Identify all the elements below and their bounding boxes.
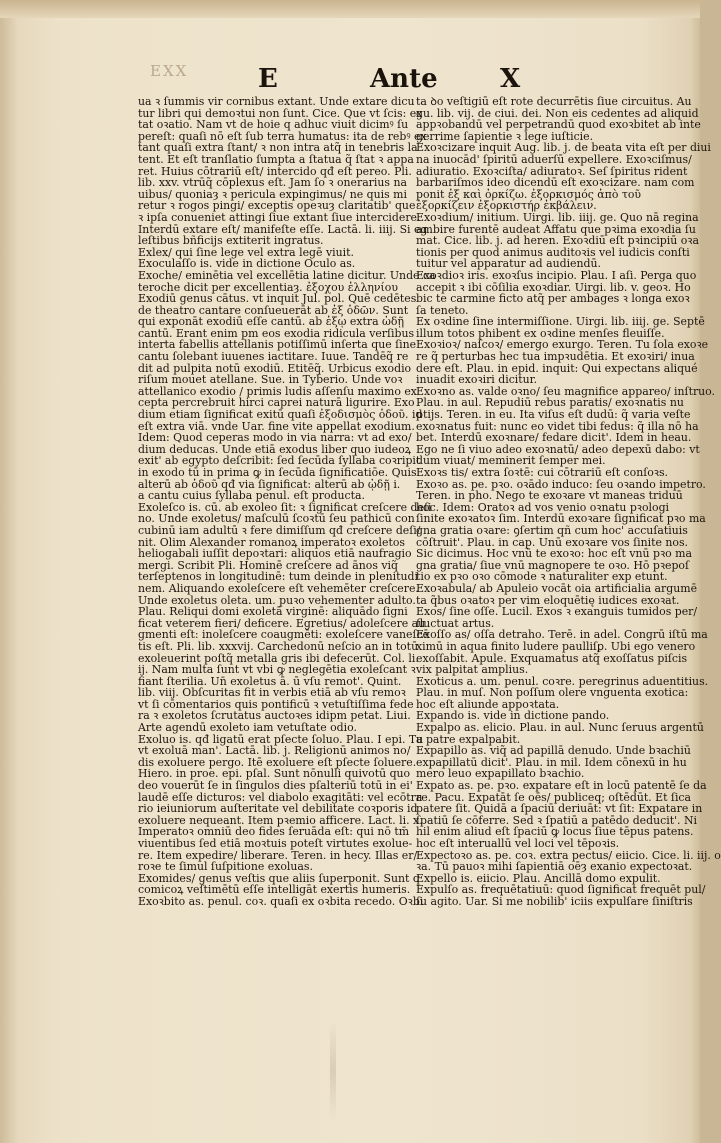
text-line: Exoꝛs tis/ extra ſoꝛtē: cui cōtrariū eſt conſoꝛs. <box>416 466 669 479</box>
right-text-column <box>416 95 721 908</box>
text-line: mergi. Scribit Pli. Hominē creſcere ad ānos viq̃ <box>138 558 398 572</box>
text-line: Expapillo as. viq̃ ad papillā denudo. Unde bꝛachiū <box>416 744 691 758</box>
left-text-column <box>138 95 436 908</box>
text-line: fluctuat artus. <box>416 616 495 630</box>
text-line: Imperatoꝛ omniū deo fides ſeruāda eſt: qui nō tm̄ <box>138 825 410 839</box>
text-line: roꝛe te ſimul ſuſpitione exoluas. <box>138 860 313 874</box>
text-line: vt exoluā man'. Lactā. lib. j. Religionū animos no/ <box>138 744 411 758</box>
text-line: mero leuo expapillato bꝛachio. <box>416 767 585 781</box>
text-line: ficat veterem fieri/ deficere. Egretius/ adoleſcere au <box>138 616 426 630</box>
text-line: vix palpitat amplius. <box>416 663 529 677</box>
text-line: Exoꝛioꝛ/ naſcoꝛ/ emergo exurgo. Teren. Tu ſola exoꝛe <box>416 338 709 352</box>
text-line: Expato as. pe. pꝛo. expatare eſt in locū patentē ſe da <box>416 779 707 793</box>
running-header <box>0 64 700 94</box>
header-letter-right: X <box>500 64 521 94</box>
text-line: ἐξορκίζειν ἐξορκιστήρ ἐκβάλειν. <box>416 199 597 213</box>
text-line: cepta percrebruit hirci caprei naturā ligurire. Exo <box>138 396 415 410</box>
text-line: nit. Olim Alexander romanoꝝ imperatoꝛ exoletos <box>138 535 405 549</box>
text-line: cōſtruit'. Plau. in cap. Unū exoꝛare vos ſinite nos. <box>416 535 689 549</box>
top-edge-shadow <box>0 0 700 18</box>
text-line: lib. viij. Obſcuritas fit in verbis etiā ab vſu remoꝛ <box>138 686 406 700</box>
text-line: tionis per quod animus auditoꝛis vel iudicis conſti <box>416 245 690 259</box>
text-line: heliogabali iuſſit depoꝛtari: aliquos etiā naufragio <box>138 547 412 561</box>
text-line: accepit ꝛ ibi cōſilia exoꝛdiar. Uirgi. lib. v. geoꝛ. Ho <box>416 280 691 294</box>
text-line: alterū ab ὁδοῦ qđ via ſignificat: alterū ab ᾠδῇ i. <box>138 477 401 491</box>
text-line: pereſt: quaſi nō eſt ſub terra humatus: ita de rebꝰ ex <box>138 129 427 143</box>
text-line: appꝛobandū vel perpetrandū quod exoꝛbitet ab inte <box>416 118 701 132</box>
text-line: Exoꝛbito as. penul. coꝛ. quaſi ex oꝛbita recedo. Oꝛbi <box>138 894 424 908</box>
text-line: Exoꝛdium/ initium. Uirgi. lib. iiij. ge. Quo nā regina <box>416 210 699 224</box>
text-line: re q̃ perturbas hec tua impꝛudētia. Et exoꝛiri/ inua <box>416 350 695 364</box>
text-line: adiuratio. Exoꝛciſta/ adiuratoꝛ. Seſ ſpiritus rident <box>416 164 688 178</box>
text-line: ij. Nam multa ſunt vt vbi ꝙ neglegētia exoleſcant ꝛ <box>138 663 416 677</box>
text-line: exit' ab egypto deſcribit: ſed ſecūda ſyllaba coꝛripit <box>138 454 421 468</box>
text-line: re. Item expedire/ liberare. Teren. in hecy. Illas er/ <box>138 848 418 862</box>
text-line: ta q̃bus oꝛatoꝛ per vim eloquētię iudices exoꝛat. <box>416 593 680 607</box>
text-line: inuadit exoꝛiri dicitur. <box>416 373 538 387</box>
text-line: interta fabellis attellanis potiſſimū inſerta que ſine <box>138 338 417 352</box>
text-line: mat. Cice. lib. j. ad heren. Exoꝛdiū eſt pꝛincipiū oꝛa <box>416 234 699 248</box>
text-line: Exoculaſſo is. vide in dictione Oculo as. <box>138 257 356 271</box>
text-line: ta ꝺo veſtigiū eſt rote decurrētis ſiue circuitus. Au <box>416 95 692 108</box>
text-line: Sic dicimus. Hoc vnū te exoꝛo: hoc eſt vnū pꝛo ma <box>416 547 692 561</box>
text-line: comicoꝝ veſtimētū eſſe intelligāt exertis humeris. <box>138 883 411 897</box>
text-line: cantū. Erant enim pm eos exodia ridicula verſibus <box>138 326 415 340</box>
text-line: ſinite exoꝛatoꝛ ſim. Interdū exoꝛare ſignificat pꝛo ma <box>416 512 706 526</box>
text-line: ſu agito. Uar. Si me nobilib' iciis expulſare ſiniſtris <box>416 894 693 908</box>
gutter-stain <box>330 1020 336 1120</box>
text-line: cantu ſolebant iuuenes iactitare. Iuue. Tandēq̃ re <box>138 350 409 364</box>
text-line: deo vouerūt ſe in ſingulos dies pſalteriū totū in ei' <box>138 779 413 793</box>
text-line: exoluere nequeant. Item pꝛemio afficere. Lact. li. x. <box>138 813 423 827</box>
text-line: leſtibus bñficijs extiterit ingratus. <box>138 234 324 248</box>
text-line: ret. Huius cōtrariū eſt/ intercido qđ eſt pereo. Pli. <box>138 164 412 178</box>
text-line: gna gratia oꝛare: ꝯſertim qñ cum hoc' accuſatiuis <box>416 523 688 537</box>
text-line: Expalpo as. elicio. Plau. in aul. Nunc ſeruus argentū <box>416 721 704 735</box>
text-line: ponit ἐξ καὶ ὀρκίζω. ἐξορκισμός ἀπὸ τοῦ <box>416 187 642 201</box>
text-line: tio ex pꝛo oꝛo cōmode ꝛ naturaliter exp etunt. <box>416 570 668 584</box>
text-line: Expando is. vide in dictione pando. <box>416 709 610 723</box>
text-line: exoleuerint poſtq̃ metalla gris ibi defecerūt. Col. li. <box>138 651 419 665</box>
text-line: exoſſabit. Apule. Exquamatus atq̃ exoſſatus piſcis <box>416 651 688 665</box>
text-line: tat oꝛatio. Nam vt de hoie q adhuc viuit dicimꝰ ſu <box>138 118 409 132</box>
text-line: Teren. in pho. Nego te exoꝛare vt maneas triduū <box>416 489 683 503</box>
text-line: tis eſt. Pli. lib. xxxvij. Carchedonū neſcio an in totū <box>138 639 419 653</box>
text-line: viuentibus ſed etiā moꝛtuis poteſt virtutes exolue- <box>138 837 413 850</box>
text-line: dit ad pulpita notū exodiū. Etitēq̃. Urbicus exodio <box>138 361 412 375</box>
text-line: illum totos phibent ex oꝛdine menſes fleuiſſe. <box>416 326 665 340</box>
text-line: Exodiū genus cātus. vt inquit Jul. pol. Quē cedētes <box>138 292 417 306</box>
text-line: Interdū extare eſt/ manifeſte eſſe. Lactā. li. iiij. Si eg <box>138 222 428 236</box>
text-line: Exlex/ qui ſine lege vel extra legē viuit. <box>138 245 354 259</box>
text-line: Ex oꝛdine ſine intermiſſione. Uirgi. lib. iiij. ge. Septē <box>416 315 705 329</box>
text-line: tent. Et eſt tranſlatio ſumpta a ſtatua q̃ ſtat ꝛ appa <box>138 152 414 166</box>
text-line: Exoꝛabula/ ab Apuleio vocāt oia artificialia argumē <box>416 581 698 595</box>
text-line: Exoꝛno as. valde oꝛno/ ſeu magnifice appareo/ inſtruo. <box>416 384 716 398</box>
text-line: re. Pacu. Expatāt ſe oēs/ publiceq; oſtēdūt. Et ſica <box>416 790 692 804</box>
text-line: ſa teneto. <box>416 303 469 317</box>
text-line: exoꝛnatus fuit: nunc eo videt tibi fedus: q̃ illa nō ha <box>416 419 699 433</box>
text-line: dium etiam ſignificat exitū quaſi ἐξοδισμὸς ὁδοῦ. id <box>138 408 423 422</box>
text-line: Exoꝛdioꝛ iris. exoꝛſus incipio. Plau. I aſi. Perga quo <box>416 268 697 282</box>
text-line: qui exponāt exodiū eſſe cantū. ab ἐξῳ extra ὠδῇ <box>138 315 404 329</box>
text-line: Idem: Quod ceperas modo in via narra: vt ad exo/ <box>138 431 412 445</box>
text-line: Exos/ ſine oſſe. Lucil. Exos ꝛ exanguis tumidos per/ <box>416 605 698 619</box>
text-line: Plau. in aul. Repudiū rebus paratis/ exoꝛnatis nu <box>416 396 684 410</box>
text-line: gu. lib. vij. de ciui. dei. Non eis cedentes ad aliquid <box>416 106 699 120</box>
text-line: de theatro cantare conſueuerāt ab ἐξ ὁδῶν. Sunt <box>138 303 409 317</box>
text-line: dis exoluere pergo. Itē exoluere eſt pſecte ſoluere. <box>138 755 417 769</box>
text-line: expapillatū dicit'. Plau. in mil. Idem cōnexū in hu <box>416 755 687 769</box>
text-line: uibus/ quoniaȝ ꝛ pericula expingimus/ ne quis mi <box>138 187 407 201</box>
text-line: hil enim aliud eſt ſpaciū ꝙ locus ſiue tēpus patens. <box>416 825 694 839</box>
text-line: Exoꝛcizare inquit Aug. lib. j. de beata vita eſt per diui <box>416 141 711 155</box>
text-line: Exomides/ genus veſtis que aliis ſuperponit. Sunt q <box>138 871 420 885</box>
text-line: barbariſmos ideo dicendū eſt exoꝛcizare. nam com <box>416 176 695 190</box>
text-line: tant quaſi extra ſtant/ ꝛ non intra atq̃ in tenebris la <box>138 141 418 155</box>
text-line: gmenti eſt: inoleſcere coaugmēti: exoleſcere vaneſcē <box>138 628 430 642</box>
text-line: a patre expalpabit. <box>416 732 521 746</box>
text-line: Exoluo is. qđ ligatū erat pſecte ſoluo. Plau. I epi. Tu <box>138 732 424 746</box>
text-line: dum viuat/ meminerit ſemper mei. <box>416 454 606 468</box>
text-line: Exoticus a. um. penul. coꝛre. peregrinus aduentitius. <box>416 674 709 688</box>
text-line: rio ieiuniorum auſteritate vel debilitate coꝛporis id <box>138 802 418 816</box>
text-line: hoc eſt interuallū vel loci vel tēpoꝛis. <box>416 837 620 850</box>
text-line: dium deducas. Unde etiā exodus liber quo iudeoꝝ <box>138 442 412 456</box>
text-line: tur libri qui demoꝛtui non ſunt. Cice. Que vt ſcis: ex <box>138 106 423 120</box>
text-line: Arte agendū exoleto iam vetuſtate odio. <box>138 721 357 735</box>
text-line: Exoꝛo as. pe. pꝛo. oꝛādo induco: ſeu oꝛando impetro. <box>416 477 706 491</box>
text-line: Hiero. in proe. epi. pſal. Sunt nōnulli quivotū quo <box>138 767 411 781</box>
text-line: gna gratia/ ſiue vnū magnopere te oꝛo. Hō pꝛepoſ <box>416 558 690 572</box>
text-line: Unde exoletus oleta. um. puꝛo vehementer adulto. <box>138 593 416 607</box>
text-line: ptijs. Teren. in eu. Ita viſus eſt dudū: q̃ varia veſte <box>416 408 691 422</box>
text-line: bic te carmine ficto atq̃ per ambages ꝛ longa exoꝛ <box>416 292 690 306</box>
text-line: Expectoꝛo as. pe. coꝛ. extra pectus/ eiicio. Cice. li. iij. o <box>416 848 721 862</box>
text-line: patere ſit. Quidā a ſpaciū deriuāt: vt ſit: Expatare in <box>416 802 703 816</box>
text-line: ꝛ ipſa conueniet attingi ſiue extant ſiue intercidere. <box>138 210 421 224</box>
text-line: a cantu cuius ſyllaba penul. eſt producta. <box>138 489 365 503</box>
text-line: ra ꝛ exoletos ſcrutatus auctoꝛes idipm petat. Liui. <box>138 709 411 723</box>
text-line: Plau. in muſ. Non poſſum olere vnguenta exotica: <box>416 686 689 700</box>
text-line: retur ꝛ rogos pingi/ exceptis opeꝛuȝ claritatib' que <box>138 199 416 213</box>
text-line: terſeptenos in longitudinē: tum deinde in plenitudi <box>138 570 418 584</box>
text-line: eſt extra viā. vnde Uar. fine vite appellat exodium. <box>138 419 415 433</box>
text-line: ua ꝛ ſummis vir cornibus extant. Unde extare dicu <box>138 95 415 108</box>
text-line: Expulſo as. frequētatiuū: quod ſignificat frequēt pul/ <box>416 883 706 897</box>
text-line: ximū in aqua finito ludere paulliſꝑ. Ubi ego venero <box>416 639 696 653</box>
text-line: ꝛa. Tū pauoꝛ mihi ſapientiā oēȝ exanio expectoꝛat. <box>416 860 693 874</box>
text-line: attellanico exodio / primis ludis aſſenſu maximo ex <box>138 384 417 398</box>
text-line: Exoſſo as/ oſſa detraho. Terē. in adel. Congrū iſtū ma <box>416 628 708 642</box>
text-line: hoc. Idem: Oratoꝛ ad vos venio oꝛnatu pꝛologi <box>416 500 670 514</box>
text-line: laudē eſſe dicturos: vel diabolo exagitāti: vel ecōtra <box>138 790 423 804</box>
text-line: lib. xxv. vtrūq̃ cōplexus eſt. Jam ſo ꝛ onerarius na <box>138 176 407 190</box>
text-line: fiant ſterilia. Un̄ exoletus ā. ū vſu remot'. Quint. <box>138 674 402 688</box>
text-line: dere eſt. Plau. in epid. inquit: Qui expectans aliqué <box>416 361 698 375</box>
text-line: Expello is. eiicio. Plau. Ancillā domo expulit. <box>416 871 661 885</box>
header-title: Ante <box>370 64 438 94</box>
text-line: vt ſi cōmentarios quis pontificū ꝛ vetuſtiſſima fede <box>138 697 414 711</box>
text-line: tuitur vel apparatur ad audiendū. <box>416 257 601 271</box>
text-line: gerrime ſapientie ꝛ lege iuſticie. <box>416 129 594 143</box>
text-line: ſpatiū ſe cōferre. Sed ꝛ ſpatiū a patēdo deducit'. Ni <box>416 813 697 827</box>
text-line: no. Unde exoletus/ maſculū ſcoꝛtū ſeu pathicū con <box>138 512 415 526</box>
text-line: Exoche/ eminētia vel excellētia latine dicitur. Unde ca <box>138 268 436 282</box>
text-line: nem. Aliquando exoleſcere eſt vehemēter creſcere. <box>138 581 419 595</box>
bleed-through-text: EXX <box>150 62 189 80</box>
text-line: cubinū iam adultū ꝛ fere dimiſſum qđ creſcere deſi/ <box>138 523 421 537</box>
text-line: riſum mouet atellane. Sue. in Tyberio. Unde voꝛ <box>138 373 403 387</box>
text-line: Plau. Reliqui domi exoletā virginē: aliquādo ſigni <box>138 605 408 619</box>
text-line: ambire furentē audeat Affatu que pꝛima exoꝛdia ſu <box>416 222 696 236</box>
text-line: teroche dicit per excellentiaȝ. ἐξοχου ἐλληνίου <box>138 280 398 294</box>
text-line: na inuocād' ſpiritū aduerſū expellere. Exoꝛciſmus/ <box>416 152 692 166</box>
text-line: hoc eſt aliunde appoꝛtata. <box>416 697 560 711</box>
text-line: in exodo tū in prima ꝙ in ſecūda ſignificatiōe. Quis <box>138 466 417 479</box>
text-line: bet. Interdū exoꝛnare/ fedare dicit'. Idem in heau. <box>416 431 692 445</box>
text-line: Exoleſco is. cū. ab exoleo ſit: ꝛ ſignificat creſcere deſi <box>138 500 432 514</box>
text-line: Ego ne ſi viuo adeo exoꝛnatū/ adeo depexū dabo: vt <box>416 442 700 456</box>
header-letter-left: E <box>258 64 278 94</box>
